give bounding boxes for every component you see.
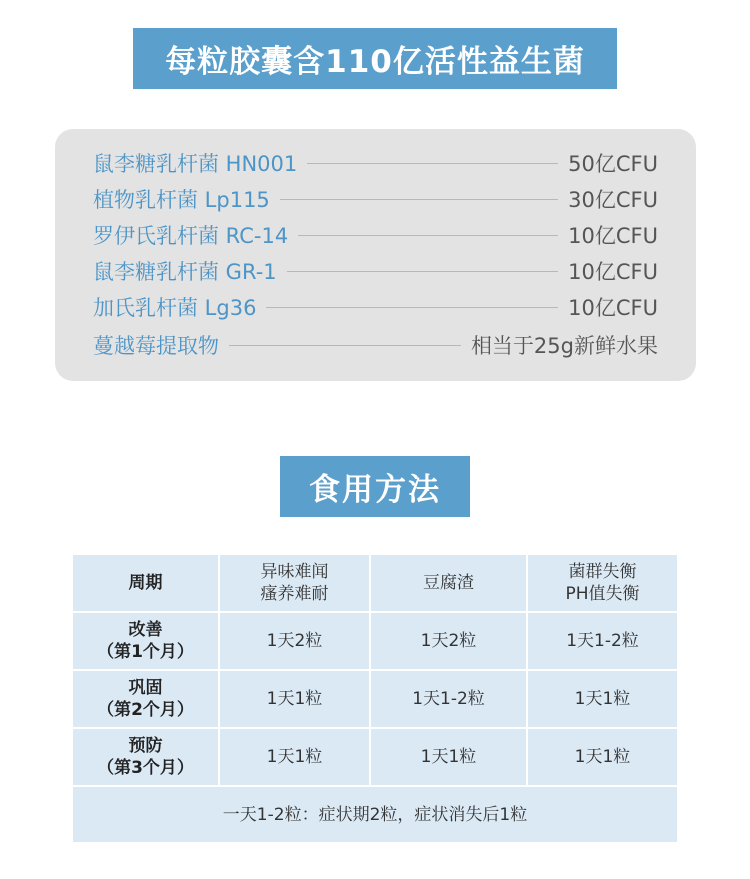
strain-amount: 相当于25g新鲜水果	[470, 334, 658, 358]
table-note: 一天1-2粒：症状期2粒，症状消失后1粒	[73, 787, 677, 842]
strain-row	[93, 184, 658, 214]
page-title: 每粒胶囊含110亿活性益生菌	[133, 28, 617, 89]
strain-amount: 10亿CFU	[568, 260, 658, 284]
table-row-label: 巩固 （第2个月）	[73, 671, 218, 727]
table-cell: 1天2粒	[220, 613, 369, 669]
table-cell: 1天1-2粒	[371, 671, 526, 727]
leader-line	[280, 199, 558, 200]
strain-name: 鼠李糖乳杆菌 HN001	[93, 152, 298, 176]
table-cell: 1天2粒	[371, 613, 526, 669]
strain-row	[93, 292, 658, 322]
usage-title: 食用方法	[280, 456, 470, 517]
strain-name: 蔓越莓提取物	[93, 334, 219, 358]
leader-line	[266, 307, 558, 308]
table-header-cell: 周期	[73, 555, 218, 611]
table-cell: 1天1-2粒	[528, 613, 677, 669]
strain-row	[93, 330, 658, 360]
table-header-cell: 异味难闻 瘙养难耐	[220, 555, 369, 611]
strain-list	[55, 129, 696, 381]
strain-name: 加氏乳杆菌 Lg36	[93, 296, 257, 320]
leader-line	[287, 271, 559, 272]
strain-amount: 30亿CFU	[568, 188, 658, 212]
table-cell: 1天1粒	[528, 729, 677, 785]
leader-line	[298, 235, 558, 236]
table-cell: 1天1粒	[528, 671, 677, 727]
strain-row	[93, 220, 658, 250]
table-cell: 1天1粒	[220, 671, 369, 727]
table-cell: 1天1粒	[371, 729, 526, 785]
strain-name: 罗伊氏乳杆菌 RC-14	[93, 224, 289, 248]
strain-row	[93, 148, 658, 178]
leader-line	[229, 345, 461, 346]
table-row-label: 改善 （第1个月）	[73, 613, 218, 669]
strain-amount: 10亿CFU	[568, 224, 658, 248]
table-header-cell: 菌群失衡 PH值失衡	[528, 555, 677, 611]
table-cell: 1天1粒	[220, 729, 369, 785]
strain-row	[93, 256, 658, 286]
table-row-label: 预防 （第3个月）	[73, 729, 218, 785]
strain-amount: 50亿CFU	[568, 152, 658, 176]
strain-amount: 10亿CFU	[568, 296, 658, 320]
strain-name: 鼠李糖乳杆菌 GR-1	[93, 260, 277, 284]
leader-line	[307, 163, 558, 164]
strain-name: 植物乳杆菌 Lp115	[93, 188, 270, 212]
table-header-cell: 豆腐渣	[371, 555, 526, 611]
